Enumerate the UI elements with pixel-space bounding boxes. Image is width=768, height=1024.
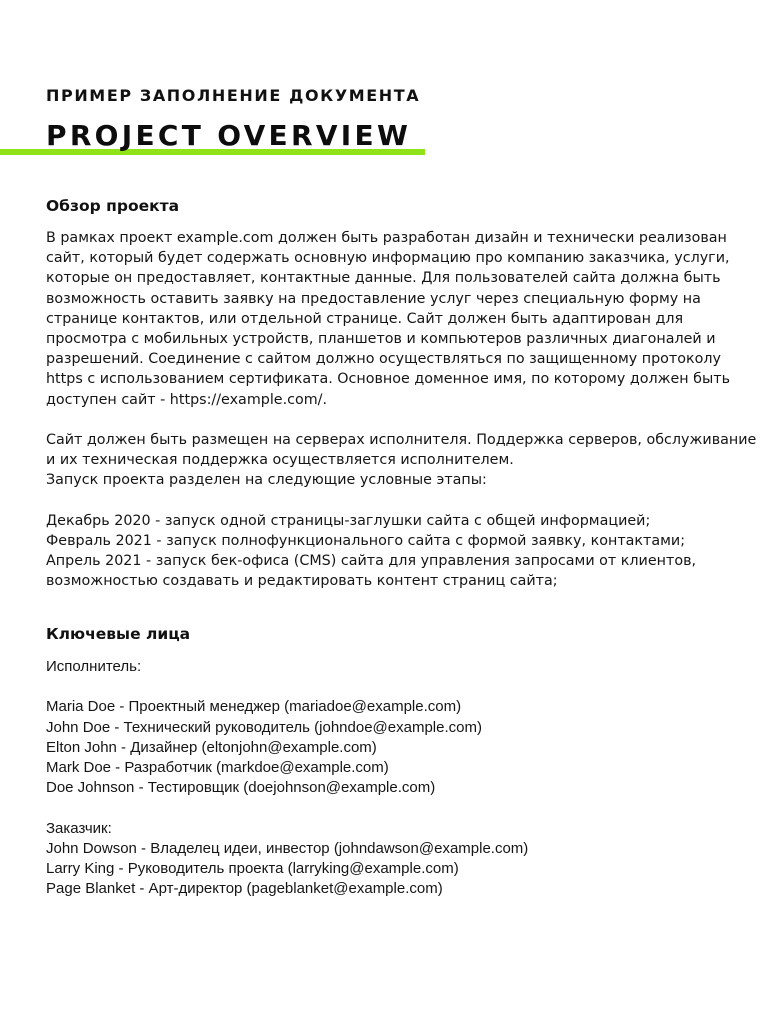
key-people-section	[46, 624, 736, 644]
overview-body	[46, 228, 757, 592]
customer-item: Larry King - Руководитель проекта (larryking@example.com)	[46, 860, 459, 877]
executor-item: Mark Doe - Разработчик (markdoe@example.com)	[46, 759, 389, 776]
executor-item: John Doe - Технический руководитель (johndoe@example.com)	[46, 718, 482, 736]
overview-line: возможность оставить заявку на предоставление услуг через специальную форму на	[46, 290, 701, 307]
executor-label: Исполнитель:	[46, 658, 142, 675]
stage-line: возможностью создавать и редактировать контент страниц сайта;	[46, 573, 558, 590]
customer-item: Page Blanket - Арт-директор (pageblanket@example.com)	[46, 880, 443, 898]
key-people-body	[46, 657, 736, 899]
paragraph-gap	[46, 677, 736, 697]
executor-item: Maria Doe - Проектный менеджер (mariadoe@example.com)	[46, 698, 462, 716]
title-block	[0, 116, 430, 160]
paragraph-gap	[46, 798, 736, 818]
overview-line: https с использованием сертификата. Основное доменное имя, по которому должен быть	[46, 371, 731, 388]
overview-line: доступен сайт - https://example.com/.	[46, 391, 328, 408]
hosting-line: Сайт должен быть размещен на серверах исполнителя. Поддержка серверов, обслуживание	[46, 432, 757, 449]
stage-line: Апрель 2021 - запуск бек-офиса (CMS) сайта для управления запросами от клиентов,	[46, 553, 697, 570]
overview-line: сайт, который будет содержать основную информацию про компанию заказчика, услуги,	[46, 250, 730, 267]
overview-line: странице контактов, или отдельной странице. Сайт должен быть адаптирован для	[46, 310, 684, 327]
paragraph-gap	[46, 491, 736, 511]
overview-line: В рамках проект example.com должен быть разработан дизайн и технически реализован	[46, 230, 727, 246]
customer-label: Заказчик:	[46, 819, 112, 837]
document-title: PROJECT OVERVIEW	[46, 119, 412, 152]
executor-item: Elton John - Дизайнер (eltonjohn@example.com)	[46, 738, 377, 756]
hosting-line: Запуск проекта разделен на следующие условные этапы:	[46, 472, 487, 489]
hosting-line: и их техническая поддержка осуществляется исполнителем.	[46, 452, 514, 469]
overview-line: просмотра с мобильных устройств, планшетов и компьютеров различных диагоналей и	[46, 331, 716, 348]
executor-item: Doe Johnson - Тестировщик (doejohnson@example.com)	[46, 779, 436, 797]
overview-section	[46, 196, 736, 216]
key-people-heading: Ключевые лица	[46, 625, 191, 643]
overview-line: которые он предоставляет, контактные данные. Для пользователей сайта должна быть	[46, 270, 721, 287]
overview-heading: Обзор проекта	[46, 197, 180, 215]
customer-item: John Dowson - Владелец идеи, инвестор (johndawson@example.com)	[46, 839, 529, 857]
document-supertitle: ПРИМЕР ЗАПОЛНЕНИЕ ДОКУМЕНТА	[46, 86, 421, 105]
overview-line: разрешений. Соединение с сайтом должно осуществляться по защищенному протоколу	[46, 351, 721, 368]
stage-line: Декабрь 2020 - запуск одной страницы-заглушки сайта с общей информацией;	[46, 512, 651, 529]
stage-line: Февраль 2021 - запуск полнофункционального сайта с формой заявку, контактами;	[46, 533, 686, 550]
paragraph-gap	[46, 410, 736, 430]
